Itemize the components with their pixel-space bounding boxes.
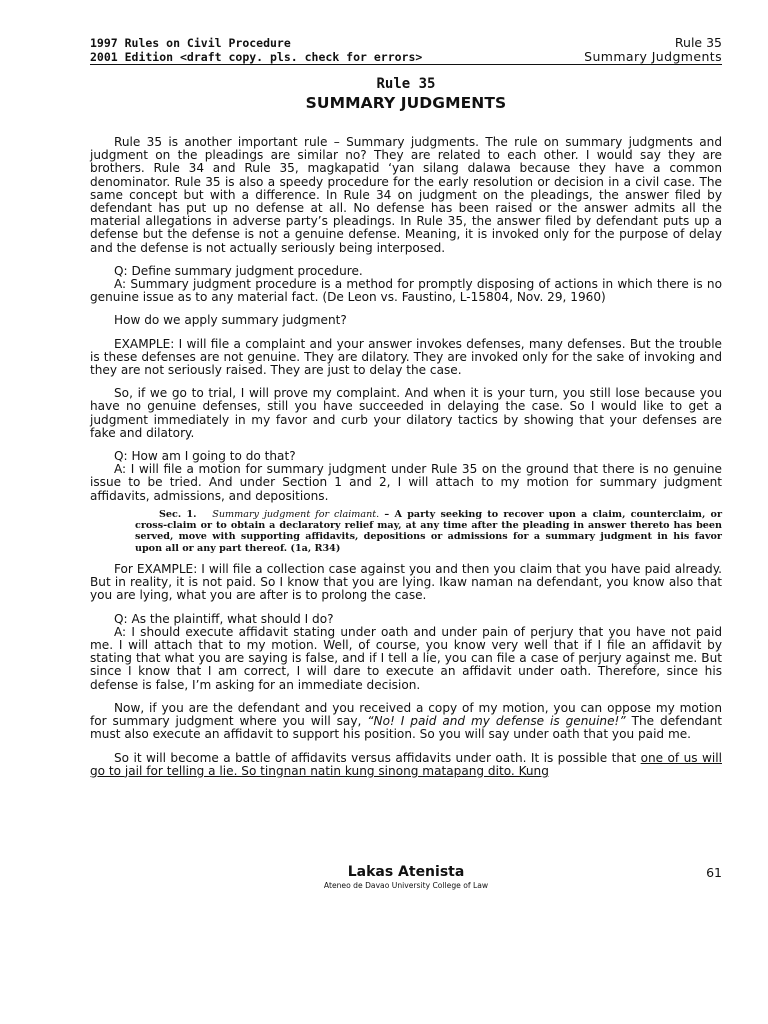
codal-section-number: Sec. 1. (159, 508, 197, 520)
body-text (90, 136, 722, 778)
paragraph-defendant-quote: “No! I paid and my defense is genuine!” (367, 714, 626, 729)
header-edition: 2001 Edition <draft copy. pls. check for errors> (90, 50, 423, 64)
codal-section-title: Summary judgment for claimant. (212, 508, 380, 520)
page-title: SUMMARY JUDGMENTS (305, 94, 507, 112)
paragraph-how-apply: How do we apply summary judgment? (114, 313, 347, 328)
paragraph-defendant-text-b: The defendant must also execute an affidavit to support his position. So you will say under oath that you paid me. (90, 714, 722, 742)
header-rule-title: Summary Judgments (584, 49, 722, 64)
paragraph-example: EXAMPLE: I will file a complaint and your answer invokes defenses, many defenses. But the trouble is these defenses are not genuine. They are dilatory. They are invoked only for the sake of invoking and they are not seriously raised. They are just to delay the case. (90, 336, 722, 378)
header-left (90, 36, 422, 64)
running-footer (90, 864, 722, 894)
answer-how: A: I will file a motion for summary judgment under Rule 35 on the ground that there is no genuine issue to be tried. And under Section 1 and 2, I will attach to my motion for summary judgment affidavits, admissions, and depositions. (90, 462, 722, 503)
page-number: 61 (706, 865, 722, 880)
codal-provision (90, 509, 722, 554)
header-divider (90, 64, 722, 65)
question-plaintiff: Q: As the plaintiff, what should I do? (114, 611, 334, 626)
answer-plaintiff: A: I should execute affidavit stating under oath and under pain of perjury that you have not paid me. I will attach that to my motion. Well, of course, you know very well that if I file an affidavit by stating that what you are saying is false, and if I tell a lie, you can file a case of perjury against me. But since I know that I am correct, I will dare to execute an affidavit under oath. Therefore, since his defense is false, I’m asking for an immediate decision. (90, 624, 722, 692)
running-header (90, 36, 722, 64)
paragraph-collection-example: For EXAMPLE: I will file a collection case against you and then you claim that you have paid already. But in reality, it is not paid. So I know that you are lying. Ikaw naman na defendant, you know also that you are lying, what you are after is to prolong the case. (90, 562, 722, 603)
footer-title: Lakas Atenista (347, 864, 465, 880)
paragraph-battle-underlined: one of us will go to jail for telling a lie. So tingnan natin kung sinong matapang dito. Kung (90, 750, 722, 778)
chapter-title (90, 76, 722, 113)
answer-define: A: Summary judgment procedure is a method for promptly disposing of actions in which there is no genuine issue as to any material fact. (De Leon vs. Faustino, L-15804, Nov. 29, 1960) (90, 277, 722, 305)
header-book-title: 1997 Rules on Civil Procedure (90, 36, 291, 50)
paragraph-battle-text: So it will become a battle of affidavits versus affidavits under oath. It is possible that (114, 750, 641, 765)
header-rule-number: Rule 35 (674, 35, 722, 50)
footer-subtitle: Ateneo de Davao University College of Law (323, 881, 489, 890)
question-how: Q: How am I going to do that? (114, 449, 296, 464)
header-right (584, 36, 722, 64)
question-define: Q: Define summary judgment procedure. (114, 263, 363, 278)
codal-section-text: – A party seeking to recover upon a claim, counterclaim, or cross-claim or to obtain a declaratory relief may, at any time after the pleading in answer thereto has been served, move with supporting affidavits, depositions or admissions for a summary judgment in his favor upon all or any part thereof. (1a, R34) (135, 508, 722, 554)
rule-number: Rule 35 (376, 76, 436, 92)
paragraph-battle (90, 752, 722, 778)
paragraph-intro: Rule 35 is another important rule – Summary judgments. The rule on summary judgments and judgment on the pleadings are similar no? They are related to each other. I would say they are brothers. Rule 34 and Rule 35, magkapatid ‘yan silang dalawa because they have a common denominator. Rule 35 is also a speedy procedure for the early resolution or decision in a civil case. The same concept but with a difference. In Rule 34 on judgment on the pleadings, the answer filed by defendant has put up no defense at all. No defense has been raised or the answer admits all the material allegations in adverse party’s pleadings. In Rule 35, the answer filed by defendant puts up a defense but the defense is not a genuine defense. Meaning, it is invoked only for the purpose of delay and the defense is not actually seriously being interposed. (90, 135, 722, 255)
paragraph-defendant (90, 702, 722, 742)
paragraph-trial: So, if we go to trial, I will prove my complaint. And when it is your turn, you still lose because you have no genuine defenses, still you have succeeded in delaying the case. So I would like to get a judgment immediately in my favor and curb your dilatory tactics by showing that your defenses are fake and dilatory. (90, 386, 722, 440)
paragraph-defendant-text-a: Now, if you are the defendant and you received a copy of my motion, you can oppose my motion for summary judgment where you will say, (90, 700, 722, 729)
